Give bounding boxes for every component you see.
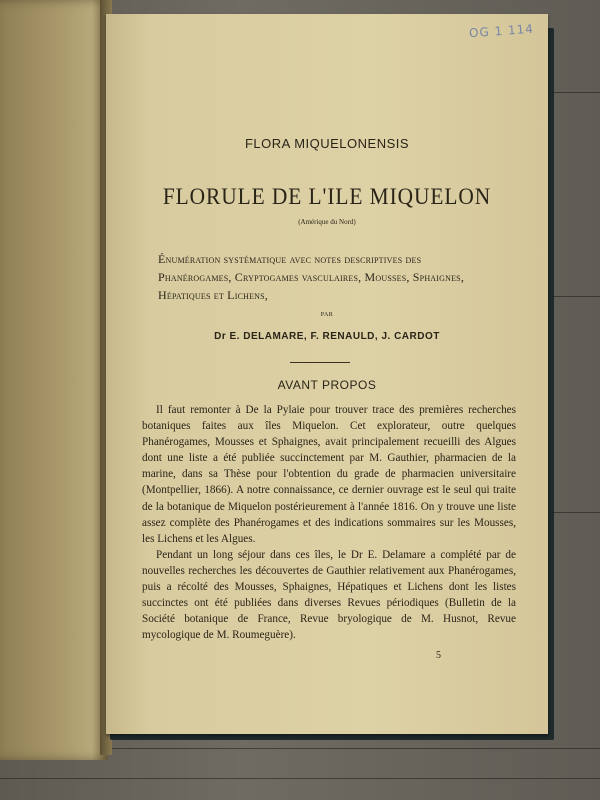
divider-rule bbox=[290, 362, 350, 363]
authors-line: Dr E. DELAMARE, F. RENAULD, J. CARDOT bbox=[214, 331, 440, 342]
page-title: FLORULE DE L'ILE MIQUELON bbox=[162, 184, 492, 209]
book-page bbox=[106, 14, 548, 734]
par-label: PAR bbox=[320, 312, 334, 318]
series-title: FLORA MIQUELONENSIS bbox=[244, 136, 410, 151]
page-number: 5 bbox=[436, 650, 441, 661]
page-subtitle: (Amérique du Nord) bbox=[298, 218, 356, 226]
body-text bbox=[142, 402, 516, 643]
paragraph-2: Pendant un long séjour dans ces îles, le Dr E. Delamare a complété par de nouvelles recherches les découvertes de Gauthier relativement aux Phanérogames, puis a récolté des Mousses, Sphaignes, Hépatiques et Lichens dont les listes succinctes ont été publiées dans diverses Revues périodiques (Bulletin de la Société botanique de France, Revue bryologique de M. Husnot, Revue mycologique de M. Roumeguère). bbox=[142, 548, 516, 642]
enumeration-text: Énumération systématique avec notes descriptives des Phanérogames, Cryptogames vasculaires, Mousses, Sphaignes, Hépatiques et Lichens, bbox=[158, 252, 465, 302]
left-page-edge bbox=[0, 0, 108, 760]
section-heading: AVANT PROPOS bbox=[277, 378, 377, 392]
paragraph-1: Il faut remonter à De la Pylaie pour trouver trace des premières recherches botaniques faites aux îles Miquelon. Cet explorateur, outre quelques Phanérogames, Mousses et Sphaignes, avait principalement recueilli des Algues dont une liste a été publiée succinctement par M. Gauthier, pharmacien de la marine, dans sa Thèse pour l'obtention du grade de pharmacien universitaire (Montpellier, 1866). A notre connaissance, ce dernier ouvrage est le seul qui traite de la botanique de Miquelon postérieurement à l'année 1816. On y trouve une liste assez complète des Phanérogames et des indications sommaires sur les Mousses, les Lichens et les Algues. bbox=[142, 404, 516, 545]
handwritten-note: OG 1 114 bbox=[468, 21, 535, 41]
